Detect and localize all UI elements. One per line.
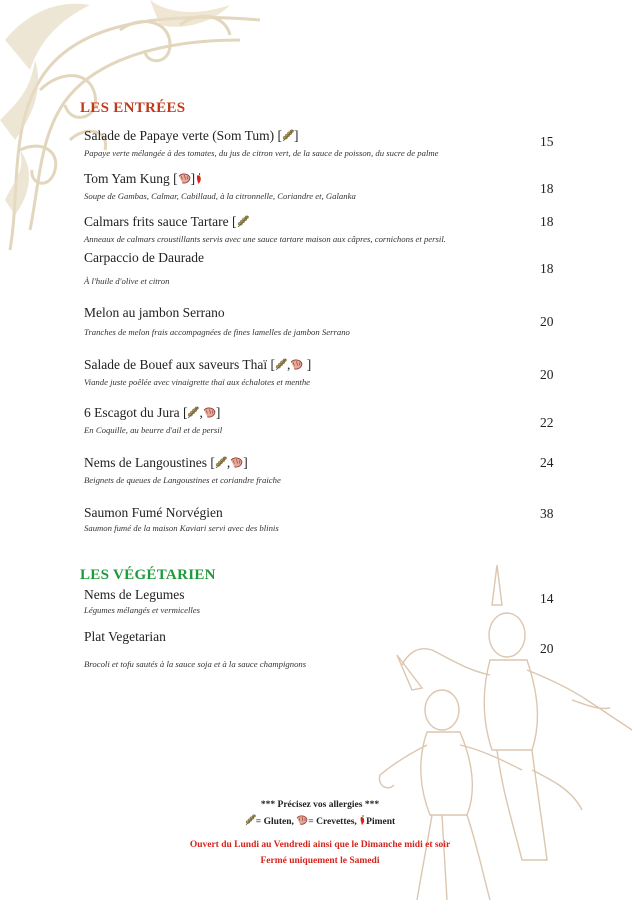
item-price: 20: [540, 367, 554, 382]
closing-day: Fermé uniquement le Samedi: [260, 856, 380, 866]
shrimp-icon: [296, 815, 308, 829]
item-name: [84, 587, 564, 603]
menu-item: [84, 214, 564, 244]
item-name-text: Carpaccio de Daurade: [84, 250, 204, 265]
allergen-legend: [0, 814, 640, 829]
chili-icon: [195, 172, 203, 189]
item-description: À l'huile d'olive et citron: [84, 276, 170, 286]
legend-shrimp: = Crevettes,: [308, 817, 357, 827]
section-title-entrees: LES ENTRÉES: [80, 100, 186, 116]
menu-item: [84, 357, 564, 387]
item-bracket: ]: [190, 171, 196, 186]
item-name-text: Melon au jambon Serrano: [84, 305, 225, 320]
item-name: Nems de Langoustines [ , ]: [84, 455, 564, 473]
menu-item: [84, 250, 564, 286]
wheat-icon: [215, 456, 227, 473]
menu-item: [84, 405, 564, 435]
wheat-icon: [187, 406, 199, 423]
wheat-icon: [245, 814, 256, 829]
item-price: 20: [540, 641, 554, 656]
item-name: 6 Escagot du Jura [ , ]: [84, 405, 564, 423]
menu-item: [84, 128, 564, 158]
section-title-vegetarien: LES VÉGÉTARIEN: [80, 567, 216, 583]
item-name-text: Calmars frits sauce Tartare [: [84, 214, 237, 229]
item-name: [84, 214, 564, 232]
menu-item: [84, 629, 564, 669]
menu-item: [84, 171, 564, 201]
item-name-text: Nems de Langoustines [: [84, 455, 215, 470]
item-name-text: Saumon Fumé Norvégien: [84, 505, 223, 520]
item-description: Saumon fumé de la maison Kaviari servi avec des blinis: [84, 523, 279, 533]
shrimp-icon: [178, 173, 191, 189]
shrimp-icon: [230, 457, 243, 473]
opening-hours: Ouvert du Lundi au Vendredi ainsi que le Dimanche midi et soir: [189, 840, 451, 850]
item-name-text: Nems de Legumes: [84, 587, 185, 602]
item-bracket: ]: [215, 405, 221, 420]
menu-item: [84, 587, 564, 615]
item-description: Papaye verte mélangée à des tomates, du jus de citron vert, de la sauce de poisson, du sucre de palme: [84, 148, 439, 158]
item-price: 24: [540, 455, 554, 470]
item-name-text: 6 Escagot du Jura [: [84, 405, 188, 420]
item-name-text: Salade de Papaye verte (Som Tum) [: [84, 128, 282, 143]
item-description: Beignets de queues de Langoustines et coriandre fraiche: [84, 475, 281, 485]
item-description: Légumes mélangés et vermicelles: [84, 605, 201, 615]
item-price: 18: [540, 214, 554, 229]
item-price: 20: [540, 314, 554, 329]
item-name: [84, 171, 564, 189]
item-name-text: Salade de Bouef aux saveurs Thaï [: [84, 357, 275, 372]
item-price: 38: [540, 506, 554, 521]
item-price: 18: [540, 261, 554, 276]
item-bracket: ]: [293, 128, 299, 143]
menu-item: [84, 455, 564, 485]
shrimp-icon: [290, 359, 303, 375]
legend-gluten: = Gluten,: [255, 817, 294, 827]
item-price: 18: [540, 181, 554, 196]
menu-item: [84, 505, 564, 533]
item-name: [84, 505, 564, 521]
item-description: Soupe de Gambas, Calmar, Cabillaud, à la citronnelle, Coriandre et, Galanka: [84, 191, 356, 201]
allergy-note: *** Précisez vos allergies ***: [260, 800, 380, 810]
item-bracket: ]: [243, 455, 248, 470]
item-name: [84, 629, 564, 645]
shrimp-icon: [203, 407, 216, 423]
item-name: [84, 305, 564, 321]
item-description: En Coquille, au beurre d'ail et de persil: [84, 425, 223, 435]
item-name-text: Tom Yam Kung [: [84, 171, 178, 186]
wheat-icon: [282, 129, 294, 146]
item-price: 22: [540, 415, 554, 430]
menu-item: [84, 305, 564, 337]
item-price: 15: [540, 134, 554, 149]
wheat-icon: [237, 215, 249, 232]
item-description: Anneaux de calmars croustillants servis avec une sauce tartare maison aux câpres, cornichons et persil.: [84, 234, 446, 244]
wheat-icon: [275, 358, 287, 375]
item-name: [84, 128, 564, 146]
item-name-text: Plat Vegetarian: [84, 629, 166, 644]
item-name: [84, 250, 564, 266]
legend-chili: Piment: [366, 817, 396, 827]
item-name: Salade de Bouef aux saveurs Thaï [ , ]: [84, 357, 564, 375]
item-description: Tranches de melon frais accompagnées de fines lamelles de jambon Serrano: [84, 327, 350, 337]
item-bracket: ]: [303, 357, 312, 372]
item-description: Brocoli et tofu sautés à la sauce soja et à la sauce champignons: [84, 659, 307, 669]
item-description: Viande juste poêlée avec vinaigrette thaï aux échalotes et menthe: [84, 377, 311, 387]
item-price: 14: [540, 591, 554, 606]
